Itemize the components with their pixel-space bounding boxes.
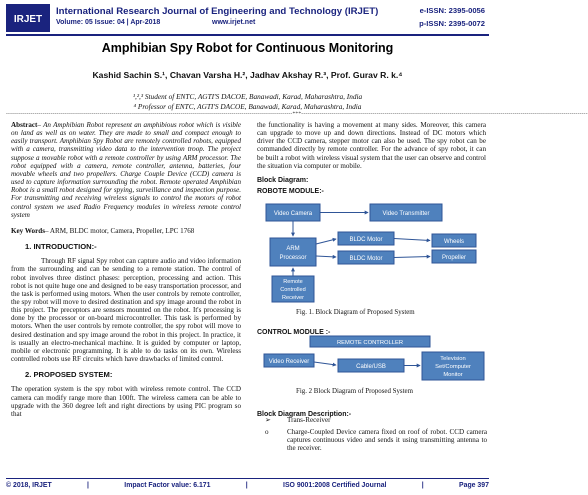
footer-divider: | <box>87 482 89 489</box>
paper-title: Amphibian Spy Robot for Continuous Monitoring <box>101 41 394 55</box>
keywords <box>11 227 241 235</box>
television-label: Television <box>440 356 466 362</box>
right-column <box>257 121 486 196</box>
journal-website[interactable]: www.irjet.net <box>212 19 256 26</box>
control-module-label: CONTROL MODULE :- <box>257 329 331 336</box>
bullet-text: Charge-Coupled Device camera fixed on roof of robot. CCD camera captures continuous video and sends it using transmitting antenna to the receiver. <box>287 428 487 453</box>
introduction-text: Through RF signal Spy robot can capture audio and video information from the surrounding and can be sending to a remote station. The control of robot involves three distinct phases: perception, processing and action. This robot is not quite huge one and designed to be easy transportation processor, and the task is performed using motors. When the user controls by remote controller, the spy robot will move to desired destination and spy image around the robot in this project. The preceptors are sensors mounted on the robot. It's processing is done by the processor or on-board microcontroller. This task is performed by motors. When the user controls by remote controller, the spy robot will move to desired destination and spy image around the robot in this project. In practice, it is usually an electro-mechanical machine. It is guided by computer or laptop, mobile or electronic programming. It is able to do tasks on its own. Wireless controlled robots use RF circuits which have drawbacks of limited control. <box>11 257 241 364</box>
p-issn: p-ISSN: 2395-0072 <box>419 19 485 28</box>
video-camera-label: Video Camera <box>273 211 313 217</box>
arrow-receiver-cable <box>314 362 336 365</box>
bldc-motor-1-label: BLDC Motor <box>349 237 383 243</box>
receiver-label: Receiver <box>281 295 305 301</box>
arrow-bldc1-wheels <box>394 239 430 241</box>
bullet-circle-icon: o <box>265 428 269 437</box>
video-receiver-label: Video Receiver <box>268 359 310 365</box>
abstract-text: – An Amphibian Robot represent an amphibious robot which is visible on land as well as on water. They are made to small and compact enough to easily transport. Amphibian Spy Robot are remotely controlled robots, equipped with a camera, transmitting video data to the intervention troop. The project suppose a movable robot with a remote controller by using ARM processor. The robot equipped with a camera, remote controller, antenna, batteries, four movable wheels and two propellers. Charge Couple Device (CCD) camera is used to capture information surrounding the robot. Remote operated Amphibian Robot is a small robot designed for spying, surveillance and inspection purpose. For transmitting and receiving wireless signals to control the motors of robot control system we used Radio Frequency modules in wireless remote control system <box>11 121 241 219</box>
volume-issue: Volume: 05 Issue: 04 | Apr-2018 <box>56 19 161 26</box>
right-paragraph: the functionality is having a movement at many sides. Moreover, this camera can upgrade to move up and down directions. Instead of DC motors which driver the CCD camera, stepper motor can also be used. The spy robot can be commanded directly by remote controller. For the advance of spy robot, it can be built a robot with wireless visual system that the user can observe and control the situation via computer or mobile. <box>257 121 486 170</box>
list-item <box>265 428 487 452</box>
controlled-label: Controlled <box>280 287 306 293</box>
bldc-motor-2-label: BLDC Motor <box>349 256 383 262</box>
arm-processor-box <box>270 238 316 266</box>
footer-divider: | <box>245 482 248 489</box>
page-number: Page 397 <box>459 482 489 489</box>
affiliation-professor: ⁴ Professor of ENTC, AGTI'S DACOE, Banawadi, Karad, Maharashtra, India <box>133 102 362 111</box>
set-computer-label: Set/Computer <box>435 364 471 370</box>
journal-logo <box>6 4 50 32</box>
bullet-text: Trans-Receiver <box>287 416 331 424</box>
introduction-heading: 1. INTRODUCTION:- <box>25 242 97 252</box>
wheels-label: Wheels <box>443 239 465 245</box>
header-rule <box>6 34 489 36</box>
monitor-label: Monitor <box>443 372 463 378</box>
arrow-arm-bldc1 <box>316 239 336 244</box>
journal-header <box>6 4 489 34</box>
bullet-arrow-icon: ➢ <box>265 416 271 424</box>
footer-divider: | <box>421 482 424 489</box>
arrow-bldc2-propeller <box>394 257 430 258</box>
figure-1-caption: Fig. 1. Block Diagram of Proposed System <box>296 309 415 316</box>
page-footer <box>6 478 489 489</box>
cable-usb-label: Cable/USB <box>356 364 386 370</box>
robote-module-label: ROBOTE MODULE:- <box>257 188 324 196</box>
description-bullets <box>265 416 487 457</box>
processor-label: Processor <box>279 255 307 261</box>
author-list: Kashid Sachin S.¹, Chavan Varsha H.², Jadhav Akshay R.³, Prof. Gurav R. k.⁴ <box>92 70 403 80</box>
e-issn: e-ISSN: 2395-0056 <box>419 6 485 15</box>
proposed-system-text: The operation system is the spy robot with wireless remote control. The CCD camera can modify range more than 100ft. The wireless camera can be able to upgrade with the 360 degree left and right directions by using PIC program so that <box>11 385 241 418</box>
logo-text: IRJET <box>13 14 43 25</box>
figure-2-caption: Fig. 2 Block Diagram of Proposed System <box>296 388 413 395</box>
video-transmitter-label: Video Transmitter <box>382 211 430 217</box>
figure-1-block-diagram <box>262 196 488 306</box>
arm-label: ARM <box>286 246 300 252</box>
abstract <box>11 121 241 219</box>
proposed-system-heading: 2. PROPOSED SYSTEM: <box>25 370 113 380</box>
left-column <box>11 121 241 418</box>
iso-certification: ISO 9001:2008 Certified Journal <box>283 482 387 489</box>
remote-controller-label: REMOTE CONTROLLER <box>336 340 404 346</box>
affiliation-students: ¹,²,³ Student of ENTC, AGTI'S DACOE, Banawadi, Karad, Maharashtra, India <box>132 92 363 101</box>
arrow-arm-bldc2 <box>316 256 336 257</box>
keywords-label: Key Words <box>11 226 45 235</box>
journal-name: International Research Journal of Engineering and Technology (IRJET) <box>56 6 379 17</box>
figure-2-block-diagram <box>262 334 488 382</box>
separator-line: ---------------------------------------------------------------------------------------------------------------------------------------------***--------------------------------------------------------------------------------------------------------------------------------------------- <box>6 111 588 117</box>
list-item <box>265 416 487 424</box>
block-diagram-description-heading: Block Diagram Description:- <box>257 411 352 418</box>
propeller-label: Propeller <box>441 255 467 261</box>
impact-factor: Impact Factor value: 6.171 <box>124 482 211 489</box>
block-diagram-heading: Block Diagram: <box>257 176 309 184</box>
keywords-text: – ARM, BLDC motor, Camera, Propeller, LPC 1768 <box>44 226 195 235</box>
abstract-label: Abstract <box>11 121 38 129</box>
remote-label: Remote <box>283 279 303 285</box>
copyright: © 2018, IRJET <box>6 482 52 489</box>
